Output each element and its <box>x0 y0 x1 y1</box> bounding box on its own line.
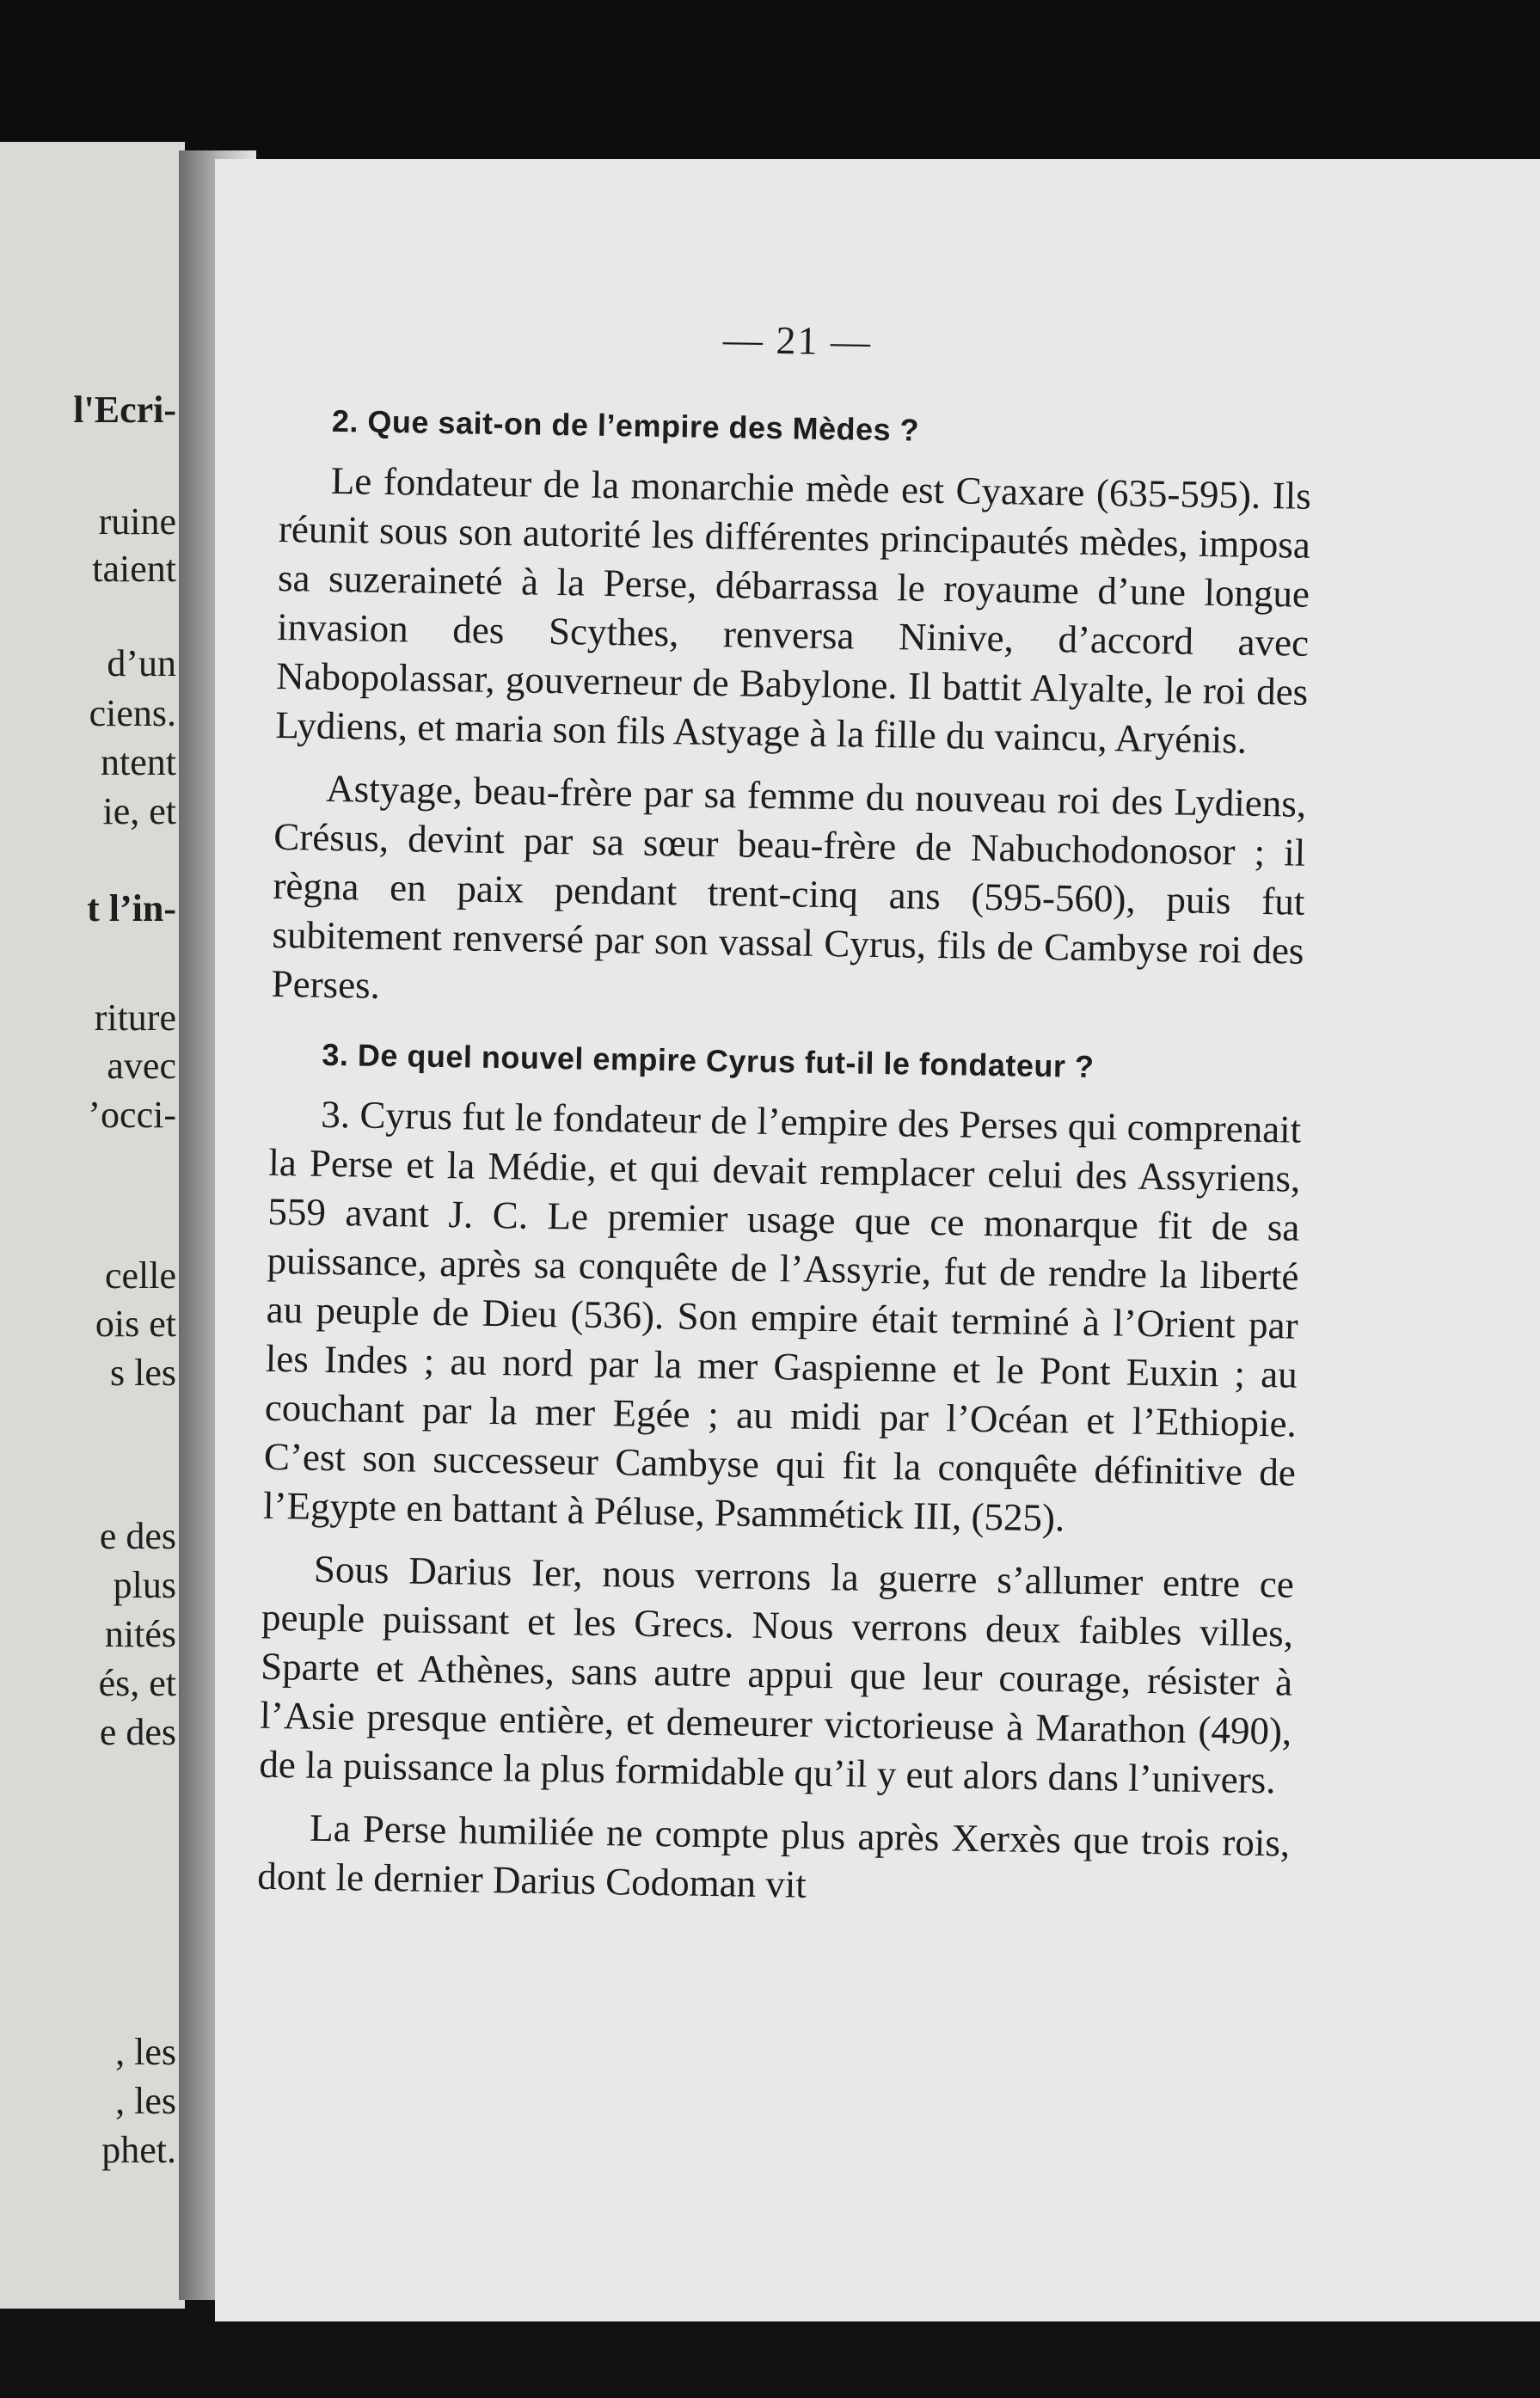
left-page <box>0 142 185 2309</box>
left-page-fragment: ntent <box>101 741 176 783</box>
left-page-fragment: ’occi- <box>88 1094 176 1136</box>
paragraph-astyage: Astyage, beau-frère par sa femme du nouveau roi des Lydiens, Crésus, devint par sa sœur beau-frère de Nabuchodonosor ; il règna en paix pendant trent-cinq ans (595-560), puis fut subitement renversé par son vassal Cyrus, fils de Cambyse roi des Perses. <box>271 766 1307 1007</box>
left-page-fragment: ciens. <box>89 692 176 734</box>
left-page-fragment: e des <box>99 1515 176 1557</box>
question-heading-2: 2. Que sait-on de l’empire des Mèdes ? <box>331 402 920 448</box>
left-page-fragment: , les <box>115 2080 176 2122</box>
left-page-fragment: celle <box>104 1254 176 1297</box>
scan-top-background <box>0 0 1540 159</box>
paragraph-darius: Sous Darius Ier, nous verrons la guerre s’allumer entre ce peuple puissant et les Grecs. Nous verrons deux faibles villes, Sparte et Athènes, sans autre appui que leur courage, résister à l’Asie presque entière, et demeurer victorieuse à Marathon (490), de la puissance la plus formidable qu’il y eut alors dans l’univers. <box>259 1547 1295 1802</box>
left-page-fragment: t l’in- <box>87 887 176 929</box>
paragraph-xerxes: La Perse humiliée ne compte plus après Xerxès que trois rois, dont le dernier Darius Codoman vit <box>256 1806 1291 1906</box>
left-page-fragment: , les <box>115 2031 176 2073</box>
left-page-fragment: s les <box>110 1352 176 1394</box>
left-page-fragment: avec <box>107 1045 176 1087</box>
left-page-fragment: és, et <box>98 1662 176 1704</box>
left-page-fragment: taient <box>92 548 176 590</box>
left-page-fragment: riture <box>94 997 176 1039</box>
question-heading-3: 3. De quel nouvel empire Cyrus fut-il le fondateur ? <box>322 1036 1095 1084</box>
left-page-fragment: ruine <box>98 500 176 543</box>
paragraph-cyrus-empire: 3. Cyrus fut le fondateur de l’empire des Perses qui comprenait la Perse et la Médie, et qui devait remplacer celui des Assyriens, 559 avant J. C. Le premier usage que ce monarque fit de sa puissance, après sa conquête de l’Assyrie, fut de rendre la liberté au peuple de Dieu (536). Son empire était terminé à l’Orient par les Indes ; au nord par la mer Gaspienne et le Pont Euxin ; au couchant par la mer Egée ; au midi par l’Océan et l’Ethiopie. C’est son successeur Cambyse qui fit la conquête définitive de l’Egypte en battant à Péluse, Psammétick III, (525). <box>262 1092 1302 1540</box>
paragraph-medes-founder: Le fondateur de la monarchie mède est Cyaxare (635-595). Ils réunit sous son autorité les différentes principautés mèdes, imposa sa suzeraineté à la Perse, débarrassa le royaume d’une longue invasion des Scythes, renversa Ninive, d’accord avec Nabopolassar, gouverneur de Babylone. Il battit Alyalte, le roi des Lydiens, et maria son fils Astyage à la fille du vaincu, Aryénis. <box>275 458 1312 762</box>
left-page-fragment: phet. <box>101 2129 176 2171</box>
left-page-fragment: e des <box>99 1711 176 1753</box>
scan-bottom-background <box>0 2321 1540 2398</box>
page-number: — 21 — <box>722 317 873 364</box>
left-page-fragment: nités <box>104 1613 176 1655</box>
left-page-fragment: d’un <box>107 642 176 684</box>
page-text-block <box>257 310 1314 1931</box>
left-page-fragment: ie, et <box>102 790 176 832</box>
left-page-fragment: ois et <box>95 1303 176 1345</box>
left-page-fragment: l'Ecri- <box>73 389 176 431</box>
left-page-fragment: plus <box>113 1564 176 1606</box>
